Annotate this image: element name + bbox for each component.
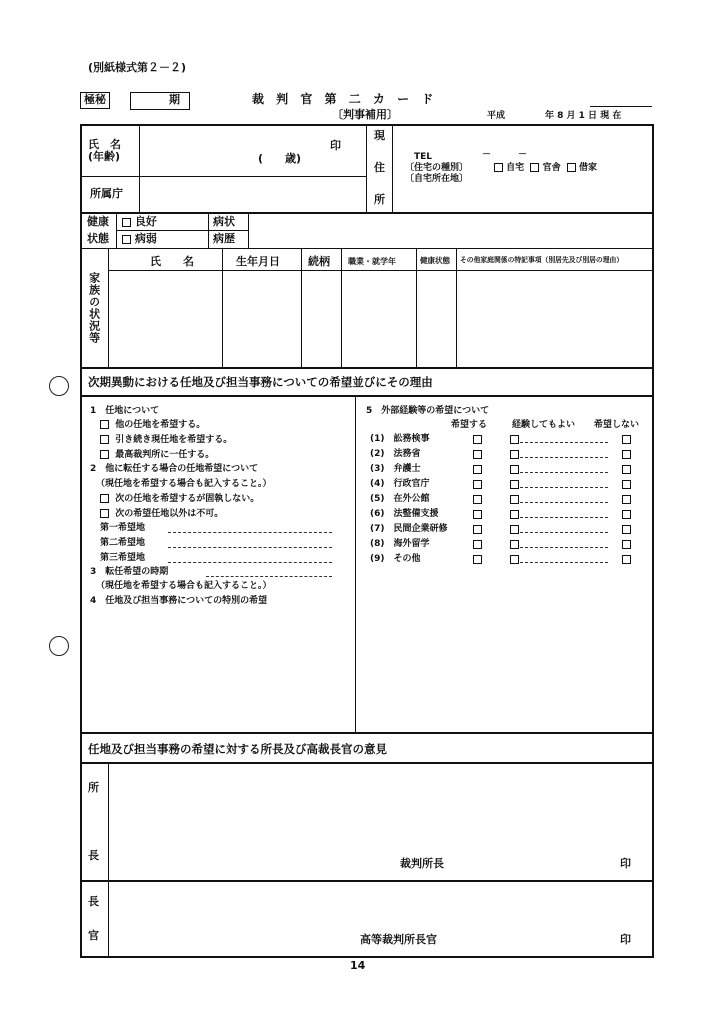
external-item-6: (6) 法整備支援 [370,509,439,519]
family-side-line [108,248,109,368]
page-number: 14 [350,959,366,972]
hope-1a [100,420,205,430]
director-bottom-line [80,880,654,882]
external-ok-field[interactable] [520,442,608,443]
hope-1b [100,435,232,445]
form-label: (別紙様式第２－２) [88,61,187,74]
second-choice-label: 第二希望地 [100,538,146,548]
health-label-2: 状態 [87,232,109,245]
term-box [130,92,190,110]
external-no-checkbox[interactable] [622,495,631,504]
housing-rental-label: 借家 [579,163,598,173]
form-outer-border [80,124,654,958]
external-ok-checkbox[interactable] [510,480,519,489]
hopes-heading-line [80,395,654,397]
secret-label: 極秘 [80,92,110,109]
director-seal: 印 [620,857,631,870]
addr-label-3: 所 [374,193,385,206]
name-label: 氏 名 [88,138,121,151]
name-col-line [139,124,140,212]
external-col-no: 希望しない [594,420,640,430]
chief-seal: 印 [620,933,631,946]
name-seal: 印 [330,139,341,152]
family-col-4 [416,248,417,368]
family-bottom-line [80,367,654,369]
external-heading: 5 外部経験等の希望について [366,406,490,416]
punch-hole-bottom [49,636,69,656]
hope-1b-checkbox[interactable] [100,435,109,444]
external-want-checkbox[interactable] [473,555,482,564]
age-value: ( 歳) [258,152,302,165]
hope-2b-checkbox[interactable] [100,509,109,518]
hope-1c [100,450,214,460]
external-want-checkbox[interactable] [473,480,482,489]
term-label: 期 [169,93,180,106]
hopes-bottom-line [80,732,654,734]
external-no-checkbox[interactable] [622,510,631,519]
external-want-checkbox[interactable] [473,495,482,504]
family-col-health: 健康状態 [420,256,450,265]
external-item-4: (4) 行政官庁 [370,479,430,489]
health-good-checkbox[interactable] [122,218,131,227]
external-item-5: (5) 在外公館 [370,494,430,504]
external-ok-field[interactable] [520,502,608,503]
housing-official-checkbox[interactable] [530,163,539,172]
external-ok-field[interactable] [520,547,608,548]
date-line [590,106,652,107]
external-item-1: (1) 訟務検事 [370,434,430,444]
opinion-heading: 任地及び担当事務の希望に対する所長及び高裁長官の意見 [88,742,387,756]
housing-options [494,163,597,173]
hope-3: 3 転任希望の時期 [90,567,169,577]
third-choice-label: 第三希望地 [100,553,146,563]
hopes-heading: 次期異動における任地及び担当事務についての希望並びにその理由 [88,375,433,389]
family-col-name: 氏 名 [150,255,194,268]
addr-label-2: 住 [374,161,385,174]
health-weak-label: 病弱 [134,232,157,245]
family-col-3 [341,248,342,368]
hope-2b [100,509,223,519]
external-ok-checkbox[interactable] [510,510,519,519]
basic-bottom-line [80,212,654,214]
family-header-line [108,270,654,271]
external-want-checkbox[interactable] [473,525,482,534]
tel-label: TEL [414,152,433,162]
housing-home-checkbox[interactable] [494,163,503,172]
external-ok-checkbox[interactable] [510,525,519,534]
hope-2b-label: 次の希望任地以外は不可。 [115,509,224,519]
health-label-1: 健康 [87,215,109,228]
hope-1a-label: 他の任地を希望する。 [115,420,206,430]
external-ok-checkbox[interactable] [510,465,519,474]
external-ok-field[interactable] [520,562,608,563]
external-ok-field[interactable] [520,487,608,488]
health-weak-checkbox[interactable] [122,235,131,244]
housing-official-label: 官舎 [542,163,561,173]
external-no-checkbox[interactable] [622,435,631,444]
director-label-1: 所 [88,781,99,794]
first-choice-field[interactable] [168,532,332,533]
external-ok-checkbox[interactable] [510,495,519,504]
external-item-9: (9) その他 [370,554,421,564]
health-history-label: 病歴 [213,232,235,245]
second-choice-field[interactable] [168,547,332,548]
opinion-heading-line [80,762,654,764]
health-good [122,216,157,229]
external-item-8: (8) 海外留学 [370,539,430,549]
external-ok-checkbox[interactable] [510,450,519,459]
hope-3-note: （現任地を希望する場合も記入すること。） [96,581,272,591]
external-ok-field[interactable] [520,457,608,458]
chief-label-2: 官 [88,929,99,942]
hope-1b-label: 引き続き現任地を希望する。 [115,435,233,445]
hope-4: 4 任地及び担当事務についての特別の希望 [90,596,268,606]
housing-type-label: 〔住宅の種別〕 [405,163,469,173]
external-ok-field[interactable] [520,517,608,518]
health-good-label: 良好 [134,215,157,228]
hope-1: 1 任地について [90,406,160,416]
external-no-checkbox[interactable] [622,555,631,564]
external-no-checkbox[interactable] [622,480,631,489]
external-want-checkbox[interactable] [473,540,482,549]
health-weak [122,233,157,246]
hope-2a-checkbox[interactable] [100,494,109,503]
external-item-2: (2) 法務省 [370,449,421,459]
page-title: 裁 判 官 第 二 カ ー ド [252,92,438,106]
health-mid-line [116,230,248,231]
external-want-checkbox[interactable] [473,510,482,519]
housing-location-label: 〔自宅所在地〕 [405,174,469,184]
external-ok-checkbox[interactable] [510,540,519,549]
family-col-job: 職業・就学年 [348,257,396,266]
hopes-mid-line [355,396,356,732]
external-ok-field[interactable] [520,532,608,533]
health-symptom-label: 病状 [213,215,235,228]
hope-2: 2 他に転任する場合の任地希望について [90,464,259,474]
family-col-5 [456,248,457,368]
external-item-7: (7) 民間企業研修 [370,524,448,534]
date-era: 平成 [487,111,506,121]
hope-1c-label: 最高裁判所に一任する。 [115,450,215,460]
external-ok-checkbox[interactable] [510,435,519,444]
punch-hole-top [49,376,69,396]
family-col-other: その他家庭関係の特記事項（別居先及び別居の理由） [460,256,624,264]
external-col-ok: 経験してもよい [512,420,576,430]
external-no-checkbox[interactable] [622,540,631,549]
first-choice-label: 第一希望地 [100,523,146,533]
family-col-2 [301,248,302,368]
health-col-3 [248,212,249,248]
date-rest: 年 8 月 1 日 現 在 [545,111,622,121]
external-no-checkbox[interactable] [622,465,631,474]
director-label-2: 長 [88,849,99,862]
external-want-checkbox[interactable] [473,465,482,474]
addr-right-line [392,124,393,212]
family-side-label: 家族の状況等 [87,272,101,344]
timing-field[interactable] [206,576,332,577]
external-no-checkbox[interactable] [622,525,631,534]
chief-sign-label: 高等裁判所長官 [360,933,437,946]
tel-dashes: － － [482,150,528,160]
hope-2a-label: 次の任地を希望するが固執しない。 [115,494,260,504]
housing-rental-checkbox[interactable] [567,163,576,172]
external-no-checkbox[interactable] [622,450,631,459]
hope-2-note: （現任地を希望する場合も記入すること。） [96,479,272,489]
director-sign-label: 裁判所長 [400,857,444,870]
family-col-1 [222,248,223,368]
age-label: (年齢) [88,150,121,163]
hope-2a [100,494,259,504]
third-choice-field[interactable] [168,562,332,563]
health-bottom-line [80,248,654,249]
housing-home-label: 自宅 [506,163,525,173]
name-court-divider [80,176,367,177]
external-col-want: 希望する [451,420,488,430]
court-label: 所属庁 [90,187,123,200]
family-col-birth: 生年月日 [236,255,280,268]
external-ok-checkbox[interactable] [510,555,519,564]
chief-label-1: 長 [88,895,99,908]
page-subtitle: 〔判事補用〕 [332,108,398,121]
external-ok-field[interactable] [520,472,608,473]
opinion-side-line [108,762,109,958]
addr-left-line [366,124,367,212]
external-want-checkbox[interactable] [473,435,482,444]
external-want-checkbox[interactable] [473,450,482,459]
addr-label-1: 現 [374,129,385,142]
family-col-relation: 続柄 [308,255,330,268]
hope-1a-checkbox[interactable] [100,420,109,429]
hope-1c-checkbox[interactable] [100,450,109,459]
external-item-3: (3) 弁護士 [370,464,421,474]
